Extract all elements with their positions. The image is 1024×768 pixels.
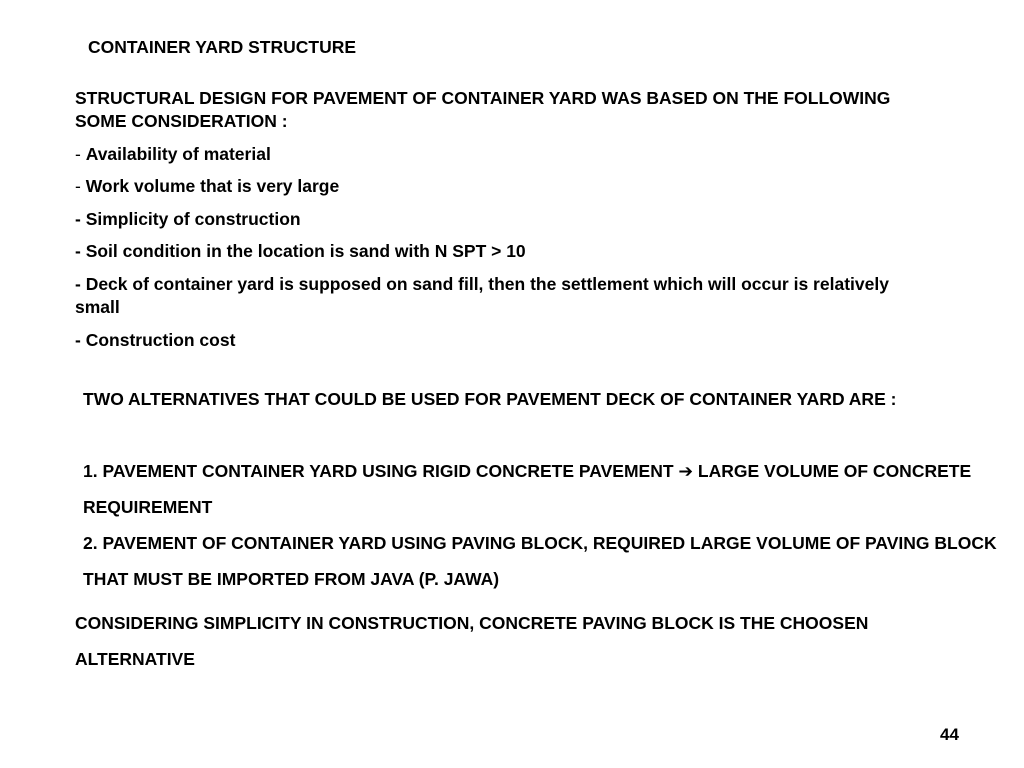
- right-arrow-icon: ➔: [678, 461, 694, 481]
- alternative-2: 2. PAVEMENT OF CONTAINER YARD USING PAVING BLOCK, REQUIRED LARGE VOLUME OF PAVING BLOCK THAT MUST BE IMPORTED FROM JAVA (P. JAWA): [83, 533, 997, 589]
- consideration-item-cost: - Construction cost: [75, 330, 236, 350]
- consideration-label: Work volume that is very large: [85, 176, 340, 196]
- consideration-item-soil: - Soil condition in the location is sand with N SPT > 10: [75, 241, 526, 261]
- alternative-1-result: LARGE VOLUME OF CONCRETE REQUIREMENT: [83, 461, 972, 517]
- consideration-label: Availability of material: [85, 144, 271, 164]
- intro-text: STRUCTURAL DESIGN FOR PAVEMENT OF CONTAINER YARD WAS BASED ON THE FOLLOWING SOME CONSIDERATION :: [75, 88, 891, 131]
- consideration-item-simplicity: - Simplicity of construction: [75, 209, 301, 229]
- consideration-item-work-volume: [75, 175, 339, 198]
- bullet-dash: -: [75, 144, 86, 164]
- alternatives-heading: TWO ALTERNATIVES THAT COULD BE USED FOR PAVEMENT DECK OF CONTAINER YARD ARE :: [83, 389, 897, 409]
- conclusion-text: CONSIDERING SIMPLICITY IN CONSTRUCTION, CONCRETE PAVING BLOCK IS THE CHOOSEN ALTERNATIVE: [75, 613, 869, 669]
- consideration-item-deck: - Deck of container yard is supposed on sand fill, then the settlement which will occur is relatively small: [75, 274, 889, 317]
- consideration-item-availability: [75, 143, 271, 166]
- page-number: 44: [940, 725, 959, 744]
- alternative-1: [83, 453, 1013, 525]
- slide-title: CONTAINER YARD STRUCTURE: [88, 37, 357, 57]
- alternative-1-text: 1. PAVEMENT CONTAINER YARD USING RIGID CONCRETE PAVEMENT: [83, 461, 679, 481]
- bullet-dash: -: [75, 176, 86, 196]
